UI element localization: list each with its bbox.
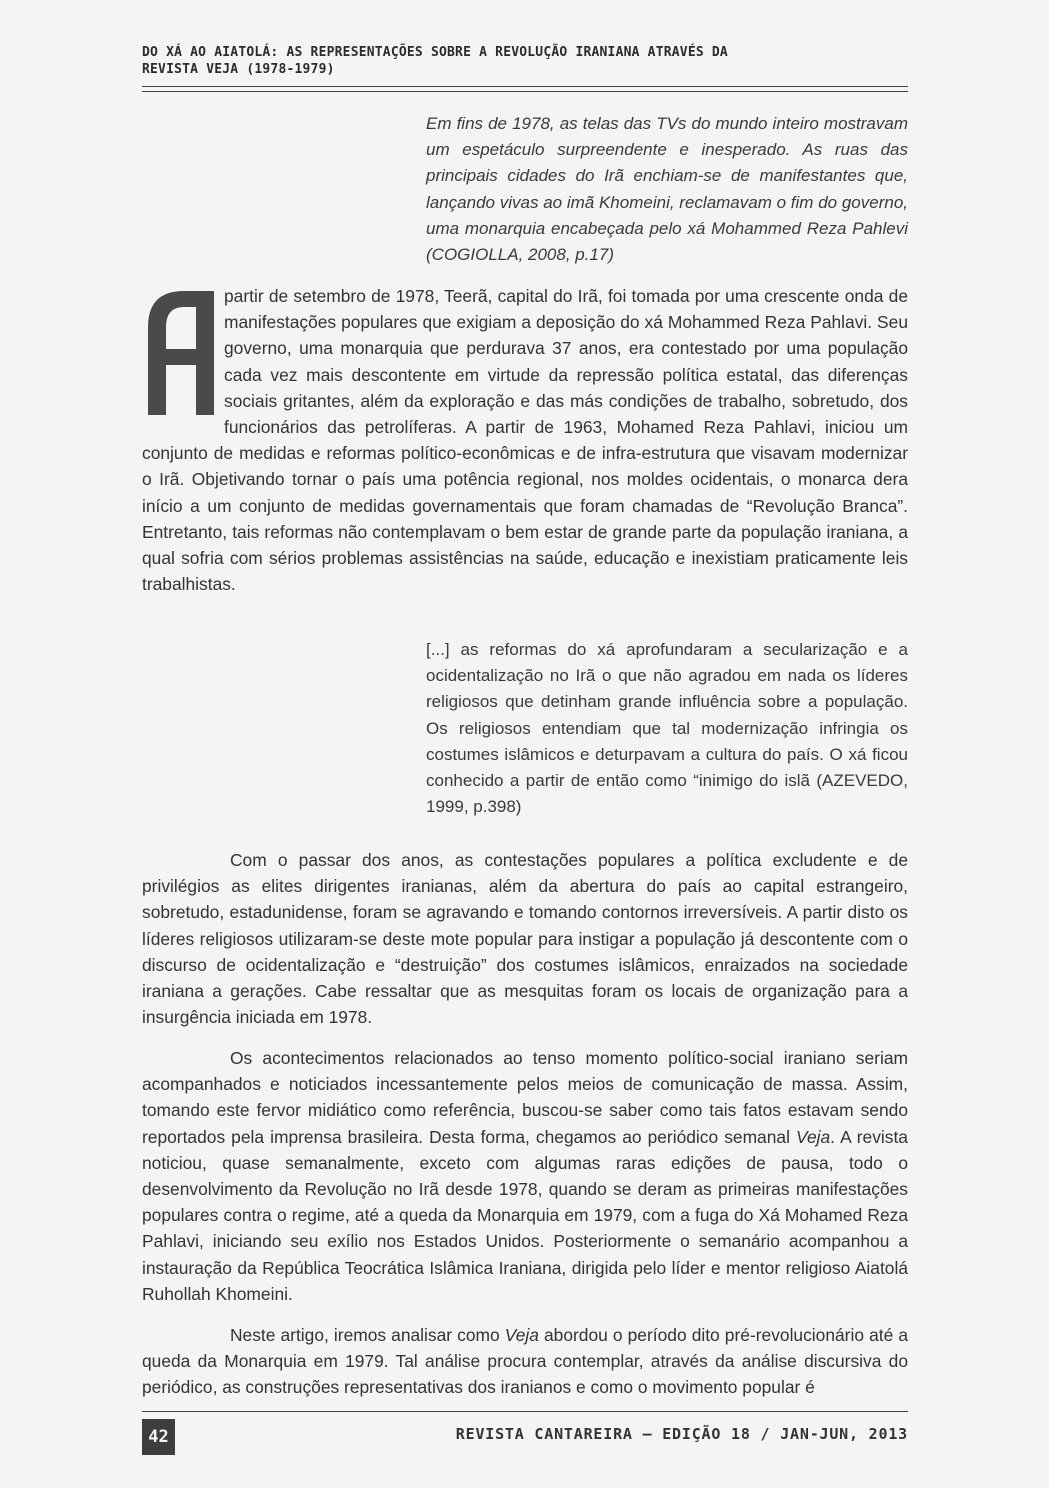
paragraph-4 xyxy=(142,1322,908,1401)
paragraph-1-text: partir de setembro de 1978, Teerã, capital do Irã, foi tomada por uma crescente onda de manifestações populares que exigiam a deposição do xá Mohammed Reza Pahlavi. Seu governo, uma monarquia que perdurava 37 anos, era contestado por uma população cada vez mais descontente em virtude da repressão política estatal, das diferenças sociais gritantes, além da exploração e das más condições de trabalho, sobretudo, dos funcionários das petrolíferas. A partir de 1963, Mohamed Reza Pahlavi, iniciou um conjunto de medidas e reformas político-econômicas e de infra-estrutura que visavam modernizar o Irã. Objetivando tornar o país uma potência regional, nos moldes ocidentais, o monarca dera início a um conjunto de medidas governamentais que foram chamadas de “Revolução Branca”. Entretanto, tais reformas não contemplavam o bem estar de grande parte da população iraniana, a qual sofria com sérios problemas assistências na saúde, educação e inexistiam praticamente leis trabalhistas. xyxy=(142,286,908,595)
paragraph-4-part-2: abordou o período dito pré-revolucionário até a queda da Monarquia em 1979. Tal análise procura contemplar, através da análise discursiva do periódico, as construções representativas dos iranianos e como o movimento popular é xyxy=(142,1325,908,1398)
paragraph-2 xyxy=(142,847,908,1030)
paragraph-3 xyxy=(142,1045,908,1307)
dropcap-a-glyph xyxy=(142,287,220,415)
running-header-title: DO XÁ AO AIATOLÁ: AS REPRESENTAÇÕES SOBRE A REVOLUÇÃO IRANIANA ATRAVÉS DA REVISTA VEJA (1978-1979) xyxy=(142,45,728,77)
paragraph-1 xyxy=(142,283,908,597)
paragraph-4-italic: Veja xyxy=(504,1325,539,1345)
header-double-rule xyxy=(142,86,908,92)
paragraph-2-text: Com o passar dos anos, as contestações populares a política excludente e de privilégios as elites dirigentes iranianas, além da abertura do país ao capital estrangeiro, sobretudo, estadunidense, foram se agravando e tomando contornos irreversíveis. A partir disto os líderes religiosos utilizaram-se deste mote popular para instigar a população já descontente com o discurso de ocidentalização e “destruição” dos costumes islâmicos, enraizados na sociedade iraniana a gerações. Cabe ressaltar que as mesquitas foram os locais de organização para a insurgência iniciada em 1978. xyxy=(142,850,908,1028)
epigraph-quote: Em fins de 1978, as telas das TVs do mundo inteiro mostravam um espetáculo surpreendente e inesperado. As ruas das principais cidades do Irã enchiam-se de manifestantes que, lançando vivas ao imã Khomeini, reclamavam o fim do governo, uma monarquia encabeçada pelo xá Mohammed Reza Pahlevi (COGIOLLA, 2008, p.17) xyxy=(426,114,908,265)
footer-journal-info: REVISTA CANTAREIRA – EDIÇÃO 18 / JAN-JUN, 2013 xyxy=(455,1425,908,1443)
paragraph-4-text xyxy=(142,1322,908,1401)
paragraph-3-italic: Veja xyxy=(795,1126,831,1147)
paragraph-3-part-1: Os acontecimentos relacionados ao tenso momento político-social iraniano seriam acompanhados e noticiados incessantemente pelos meios de comunicação de massa. Assim, tomando este fervor midiático como referência, buscou-se saber como tais fatos estavam sendo reportados pela imprensa brasileira. Desta forma, chegamos ao periódico semanal xyxy=(142,1048,908,1147)
paragraph-4-part-1: Neste artigo, iremos analisar como xyxy=(230,1325,505,1345)
footer-rule xyxy=(142,1411,908,1412)
block-quote: [...] as reformas do xá aprofundaram a secularização e a ocidentalização no Irã o que não agradou em nada os líderes religiosos que detinham grande influência sobre a população. Os religiosos entendiam que tal modernização infringia os costumes islâmicos e deturpavam a cultura do país. O xá ficou conhecido a partir de então como “inimigo do islã (AZEVEDO, 1999, p.398) xyxy=(426,640,908,817)
running-header xyxy=(142,44,908,78)
paragraph-3-part-2: . A revista noticiou, quase semanalmente, exceto com algumas raras edições de pausa, todo o desenvolvimento da Revolução no Irã desde 1978, quando se deram as primeiras manifestações populares contra o regime, até a queda da Monarquia em 1979, com a fuga do Xá Mohamed Reza Pahlavi, iniciando seu exílio nos Estados Unidos. Posteriormente o semanário acompanhou a instauração da República Teocrática Islâmica Iraniana, dirigida pelo líder e mentor religioso Aiatolá Ruhollah Khomeini. xyxy=(142,1126,908,1304)
page-number: 42 xyxy=(142,1419,175,1455)
dropcap-letter xyxy=(142,287,220,415)
paragraph-3-text xyxy=(142,1045,908,1307)
